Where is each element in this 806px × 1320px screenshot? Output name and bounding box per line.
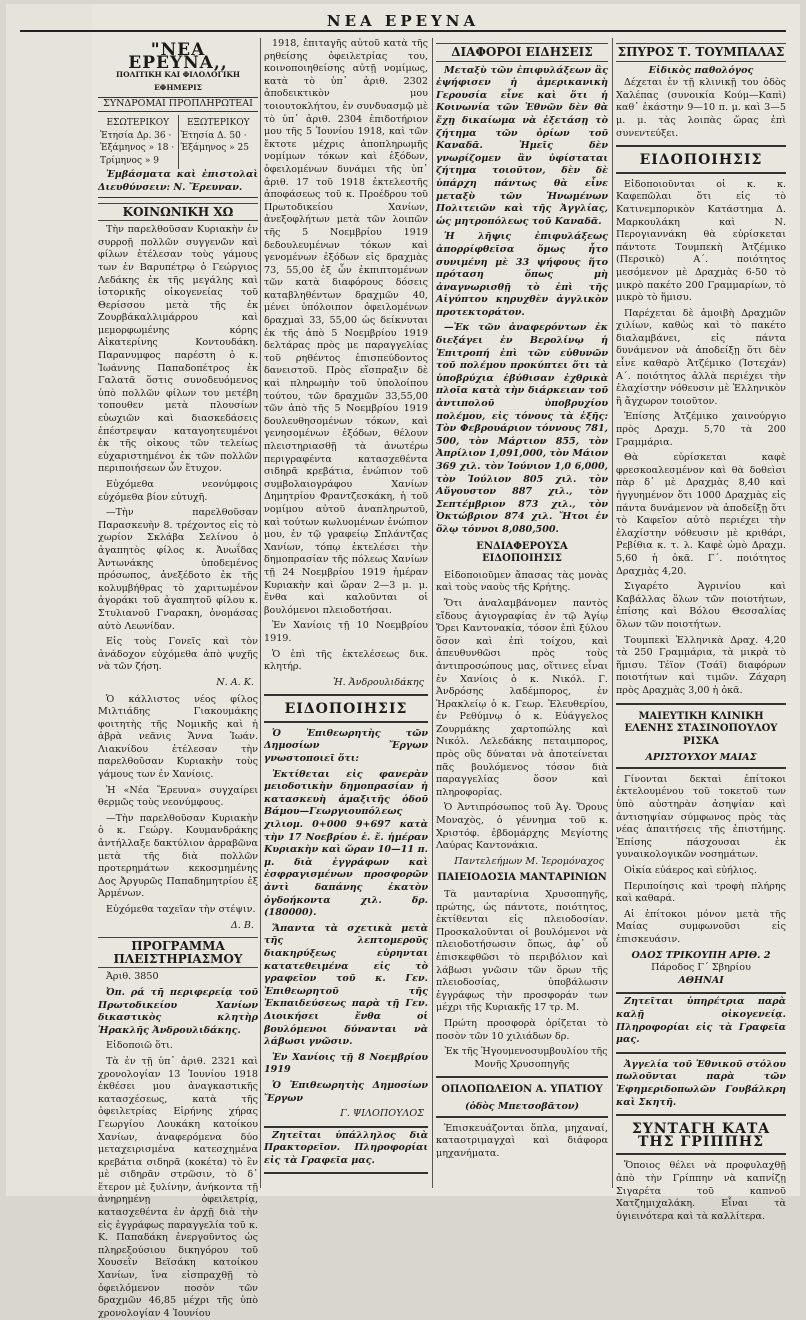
top-rule [20, 30, 786, 32]
signature: Ἡ. Ἀνδρουλιδάκης [333, 676, 424, 688]
notice-paragraph: Ἐκτίθεται εἰς φανερὰν μειοδοτικὴν δημοπρασίαν ἡ κατασκευὴ ἁμαξιτῆς ὁδοῦ Βάμου—Γεωργιουπόλεως χιλιομ. 0+000 9+697 κατὰ τὴν 17 Νοεβρίου ἐ. ἔ. ἡμέραν Κυριακὴν καὶ ὥραν 10—11 π. μ. διὰ ἐγγράφων καὶ ἐσφραγισμένων προσφορῶν ἀντὶ δαπάνης ἑκατὸν ὀγδοήκοντα χιλ. δρ. (180000). [264, 768, 428, 919]
signature: Δ. Β. [230, 919, 254, 931]
program-number: Ἀριθ. 3850 [106, 971, 159, 983]
auction-paragraph: Τὰ μανταρίνια Χρυσοπηγῆς, πρώτης, ὡς πάντοτε, ποιότητος, ἐκτίθενται εἰς πλειοδοσίαν. Προσκαλοῦνται οἱ βουλόμενοι νὰ πλειοδοτήσωσιν ὅπως, ἀφ᾽ οὗ ἐπισκεφθῶσι τὸ περιβόλιον καὶ λάβωσι γνῶσιν τῶν ὅρων τῆς πλειοδοσίας, ὑποβάλωσιν ἐγγράφως τὴν προσφοράν των μέχρι τῆς Κυριακῆς 17 τρ. Μ. [436, 889, 608, 1014]
subscriptions-heading: ΣΥΝΔΡΟΜΑΙ ΠΡΟΠΛΗΡΩΤΕΑΙ [98, 97, 258, 112]
column-4 [616, 38, 786, 1222]
clinic-paragraph: Γίνονται δεκταὶ ἐπίτοκοι ἐκτελουμένου τοῦ τοκετοῦ των ὑπὸ αὐστηρὰν ἀσηψίαν καὶ ἀντισηψίαν σύμφωνος πρὸς τὰς νέας ἀπαιτήσεις τῆς ἐπιστήμης. Ἐπίσης πάσχουσαι ἐκ γυναικολογικῶν νοσημάτων. [616, 773, 786, 861]
auction-heading: ΠΑΙΕΙΟΔΟΣΙΑ ΜΑΝΤΑΡΙΝΙΩΝ [437, 872, 607, 884]
notice-paragraph: Ὁ Ἐπιθεωρητὴς τῶν Δημοσίων Ἔργων γνωστοποιεῖ ὅτι: [264, 727, 428, 765]
clinic-paragraph: Οἰκία εὐάερος καὶ εὐήλιος. [624, 865, 757, 877]
wanted-notice: Ζητεῖται ὑπηρέτρια παρὰ καλῇ οἰκογενείᾳ. Πληροφορίαι εἰς τὰ Γραφεῖα μας. [616, 996, 786, 1046]
page-margin [6, 4, 92, 1196]
remittance-note: Ἐμβάσματα καὶ ἐπιστολαὶ Διευθύνσειν: Ν. Ἔρευναν. [98, 169, 258, 197]
clinic-city: ΑΘΗΝΑΙ [678, 974, 724, 986]
exterior-label: ΕΞΩΤΕΡΙΚΟΥ [186, 117, 250, 128]
column-divider [260, 38, 261, 1188]
column-divider [432, 38, 433, 1188]
recipe-paragraph: Ὅποιος θέλει νὰ προφυλαχθῇ ἀπὸ τὴν Γρίππην νὰ καπνίζῃ Σιγαρέτα τοῦ καπνοῦ Χατζημιχαλάκη. Εἶναι τὰ ὑγιεινότερα καὶ τὰ καλλίτερα. [616, 1160, 786, 1222]
signature: Παντελεήμων Μ. Ἱερομόναχος [454, 855, 604, 867]
notices-paragraph: Σιγαρέτο Ἀγρινίου καὶ Καβάλλας ὅλων τῶν ποιοτήτων, ἐπίσης καὶ Βόλου Θεσσαλίας ὅλων τῶν ποιοτήτων. [616, 581, 786, 630]
notice-heading: ΕΙΔΟΠΟΙΗΣΙΣ [284, 701, 408, 718]
doctor-specialty: Εἰδικὸς παθολόγος [648, 64, 754, 76]
social-paragraph: Ὁ κάλλιστος νέος φίλος Μιλτιάδης Γιακουμάκης φοιτητὴς τῆς Νομικῆς καὶ ἡ ἁβρὰ νεᾶνις Ἄννα Ἰωάν. Λιακνίδου ἐτέλεσαν τὴν παρελθοῦσαν Κυριακὴν τοὺς γάμους των ἐν Χανίοις. [98, 693, 258, 781]
clinic-paragraph: Αἱ ἐπίτοκοι μόνον μετὰ τῆς Μαίας συμφωνοῦσι εἰς ἐπισκευάσιν. [616, 908, 786, 945]
interesting-paragraph: Ὁ Ἀντιπρόσωπος τοῦ Ἁγ. Ὄρους Μοναχὸς, ὁ γέννημα τοῦ κ. Χριστόφ. ἐβδομάρχης Μεγίστης Λαύρας Καντονάκια. [436, 802, 608, 852]
shop-heading: ΟΠΛΟΠΩΛΕΙΟΝ Α. ΥΠΑΤΙΟΥ [441, 1084, 603, 1096]
signature: Γ. ΨΙΛΟΠΟΥΛΟΣ [340, 1108, 424, 1120]
social-paragraph: Εὐχόμεθα νεονύμφοις εὐχόμεθα βίον εὐτυχῆ. [98, 479, 258, 503]
social-paragraph: Ἡ «Νέα Ἔρευνα» συγχαίρει θερμῶς τοὺς νεονύμφους. [98, 784, 258, 809]
social-paragraph: —Τὴν παρελθοῦσαν Παρασκευὴν 8. τρέχοντος εἰς τὸ χωρίον Σκλάβα Σελίνου ὁ ἀγαπητὸς φίλος κ. Ἀνωΐδας Ἀντωνάκης ὑποδεμένος πρόσωπος, ἀνεξέδοτο ἐκ τῆς κολυμβήθρας τὸ χαριτωμένον ἀγοράκι τοῦ ἀγαπητοῦ φίλου κ. Στυλιανοῦ Γναρακη, ὀνομάσας αὐτὸ Λεωνίδαν. [98, 507, 258, 632]
column-divider [612, 38, 613, 1188]
notices-paragraph: Εἰδοποιοῦνται οἱ κ. κ. Καφεπῶλαι ὅτι εἰς τὸ Κατινεμπορικὸν Κατάστημα Δ. Μαρκουλάκη καὶ Ν. Περογιαννάκη θὰ εὑρίσκεται πάντοτε Τουμπεκὴ Ἀτζέμικο (Περσικὸ) Α΄. ποιότητος μεσόμενον μὲ Δραχμὰς 6-50 τὸ μικρὸ πακέτο 200 Γραμμαρίων, τὸ μικρὸ τὸ ἥμισυ. [616, 178, 786, 304]
social-heading: ΚΟΙΝΩΝΙΚΗ ΧΩ [98, 203, 258, 222]
doctor-heading: ΣΠΥΡΟΣ Τ. ΤΟΥΜΠΑΛΑΣ [616, 43, 786, 62]
news-heading: ΔΙΑΦΟΡΟΙ ΕΙΔΗΣΕΙΣ [436, 43, 608, 62]
social-paragraph: —Τὴν παρελθοῦσαν Κυριακὴν ὁ κ. Γεώργ. Κουμανδράκης ἀντήλλαξε δακτύλιον ἀρραβῶνα μετὰ τῆς διὰ πολλῶν προτερημάτων κεκοσμημένης Δος Ἀργυρῶς Παπαδημητρίου ἐξ Ἀρμένων. [98, 812, 258, 900]
notice-date: Ἐν Χανίοις τῇ 8 Νοεμβρίου 1919 [264, 1051, 428, 1076]
social-paragraph: Τὴν παρελθοῦσαν Κυριακὴν ἐν συρροῇ πολλῶν συγγενῶν καὶ φίλων ἐτέλεσαν τοὺς γάμους των ἐν Βαρυπέτρῳ ὁ Γεώργιος Λεδάκης ἐκ τῆς μεγάλης καὶ ἱστορικῆς οἰκογενείας τοῦ Θερίσσου μετὰ τῆς ἐκ Ζουρβάκαλλιμάρρου καὶ μεμορφωμένης κόρης Αἰκατερίνης Κοντουδάκη. Παρανυμφος παρέστη ὁ κ. Ἰωάννης Παπαδοπέτρος ἐκ Γαλατᾶ ὅστις συνοδευόμενος ὑπὸ πολλῶν φίλων του μετέβη τοπουθεν μετὰ πλουσίων εὐωχιῶν καὶ διασκεδάσεις ἐπέστρεψαν καταγοητευμένοι ἐκ τῆς οἰκους τῶν τελείως εὐχαριστημένοι ἐκ τῶν πολλῶν περιποιήσεων ὧν ἔτυχον. [98, 224, 258, 475]
notices-paragraph: Παρέχεται δὲ ἀμοιβὴ Δραχμῶν χιλίων, καθὼς καὶ τὸ πακέτο διαλαμβάνει, εἰς πάντα δυνάμενον νὰ ἀποδείξῃ ὅτι δὲν εἶνε καθαρὸ Ἀτζέμικο (Ἱστεχάν) Α΄. ποιότητος ἀλλὰ περιέχει τὴν ἐλαχίστην νόθευσιν μὲ Ἑλληνικὸν ἢ ἄγχωρον τοιοῦτον. [616, 307, 786, 407]
social-paragraph: Εἰς τοὺς Γονεῖς καὶ τὸν ἀνάδοχον εὐχόμεθα ἀπὸ ψυχῆς νὰ τῶν ζήση. [98, 636, 258, 673]
signature: Ν. Α. Κ. [216, 676, 254, 688]
column-2 [264, 38, 428, 1188]
shop-address: (ὁδὸς Μπετσοβᾶτον) [464, 1100, 580, 1112]
interesting-paragraph: Εἰδοποιοῦμεν ἅπασας τὰς μονὰς καὶ τοὺς ναοὺς τῆς Κρήτης. [436, 569, 608, 594]
notices-heading: ΕΙΔΟΠΟΙΗΣΙΣ [639, 152, 763, 169]
news-paragraph: Μεταξὺ τῶν ἐπιφυλάξεων ἃς ἐψήφισεν ἡ ἀμερικανικὴ Γερουσία εἶνε καὶ ὅτι ἡ Κοινωνία τῶν Ἐθνῶν δὲν θὰ ἔχῃ δικαίωμα νὰ ἐξετάσῃ τὸ ζήτημα τῶν ὁρίων τοῦ Καναδᾶ. Ἡμεῖς δὲν γνωρίζομεν ἂν ὑφίσταται ζήτημα τοιοῦτον, δὲν δὲ ὑπάρχη πάντως θὰ εἶνε μεταξὺ τῶν Ἡνωμένων Πολιτειῶν καὶ τῆς Ἀγγλίας, ὡς μητροπόλεως τοῦ Καναδᾶ. [436, 64, 608, 227]
clinic-address: ΟΔΟΣ ΤΡΙΚΟΥΠΗ ΑΡΙΘ. 2 [631, 949, 771, 961]
interesting-heading: ΕΝΔΙΑΦΕΡΟΥΣΑ ΕΙΔΟΠΟΙΗΣΙΣ [476, 540, 568, 565]
auction-paragraph: Πρώτη προσφορὰ ὁρίζεται τὸ ποσὸν τῶν 10 χιλιάδων δρ. [436, 1017, 608, 1042]
notice-paragraph: Ἅπαντα τὰ σχετικὰ μετὰ τῆς λεπτομεροῦς διακηρύξεως εὑρηνται κατατεθειμένα εἰς τὸ γραφεῖον τοῦ κ. Γεν. Ἐπιθεωρητοῦ τῆς Ἐκπαιδεύσεως παρὰ τῇ Γεν. Διοικήσει ἔνθα οἱ βουλόμενοι δύνανται νὰ λάβωσι γνῶσιν. [264, 922, 428, 1048]
notices-paragraph: Τουμπεκὶ Ἑλληνικὰ Δραχ. 4,20 τὰ 250 Γραμμάρια, τὰ μικρὰ τὸ ἥμισυ. Τέϊον (Τσάϊ) διαφόρων ποιοτήτων καὶ τιμῶν. Ζάχαρη πρὸς Δραχμὰς 3,00 ἡ ὀκᾶ. [616, 634, 786, 696]
news-paragraph: Ἡ λῆψις ἐπιφυλάξεως ἀπορρίφθεῖσα ὅμως ἦτο συνιμένη μὲ 33 ψήφους ἥτο πρόταση ὅπως μὴ ἀναγνωρισθῇ τὸ ἐπὶ τῆς Αἰγύπτου κηρυχθὲν ἀγγλικὸν προτεκτοράτον. [436, 231, 608, 318]
clinic-subheading: ΑΡΙΣΤΟΥΧΟΥ ΜΑΙΑΣ [645, 752, 757, 764]
notice-paragraph: Ὁ Ἐπιθεωρητὴς Δημοσίων Ἔργων [264, 1079, 428, 1104]
interesting-paragraph: Ὅτι ἀναλαμβάνομεν παντὸς εἴδους ἁγιογραφίας ἐν τῷ Ἁγίῳ Ὄρει Καντονακία, τόσον ἐπὶ ξύλου ὅσον καὶ ἐπὶ τοίχου, καὶ ἀπευθυνθῶσι πρὸς τοὺς ἀντιπροσώπους μας, οἵτινες εἶναι ἐν Χανίοις ὁ κ. Νικόλ. Γ. Ἀνδρόσης λαδέμπορος, ἐν Ἡρακλείῳ ὁ κ. Γεωρ. Ἐλευθερίου, ἐν Ρεθύμνῳ ὁ κ. Εὐάγγελος Ζουρμάκης χαρτοπώλης καὶ Νικόλ. Λελεδάκης πεταιμπορος, πρὸς οὓς δύναται νὰ ἀποτείνεται πᾶς βουλόμενος τόσον διὰ παραγγελίας ὅσον καὶ πληροφορίας. [436, 597, 608, 798]
interior-rates: Ἐτησία Δρ. 36 · Ἑξάμηνος » 18 · Τρίμηνος » 9 [100, 130, 175, 166]
program-continued: 1918, ἐπιταγῆς αὐτοῦ κατὰ τῆς ρηθείσης ὀφειλετρίας του, κοινοποιηθείσης αὐτῇ νομίμως, κατὰ τὸ ὑπ᾽ ἀριθ. 2302 ἀποδεικτικὸν μου τοιουτοκλήτου, ἐν συνδυασμῷ μὲ τὸ ὑπ᾽ ἀριθ. 2304 ἐπιδοτήριον μου τῆς 5 Ἰουνίου 1918, καὶ τῶν ἔκτοτε μέχρις ἀποπληρωμῆς νομίμων τόκων καὶ ἐξόδων, ὀφειλομένων δυνάμει τῆς ὑπ᾽ ἀριθ. 17 τοῦ 1918 ἐκτελεστῆς ἀποφάσεως τοῦ κ. Προέδρου τοῦ Πρωτοδικείου Χανίων, ἀνεξοφλήτων μετὰ τῶν λοιπῶν τῆς 5 Νοεμβρίου 1919 δεδουλευμένων τόκων καὶ γενομένων ἐξόδων εἰς δραχμὰς 73, 55,00 ἐξ ὧν ἐκπιπτομένων τῶν κατὰ διαφόρους δόσεις καταβληθέντων δραχμῶν 40, μένει ὑπόλοιπον ὀφειλομένων δραχμαὶ 33, 55,00 ὡς δείκνυται ἐκ τῆς ἀπὸ 5 Νοεμβρίου 1919 δελτάρας πρὸς με παραγγελίας τοῦ ρηθέντος ἐπισπεύδοντος δανειστοῦ. Πρὸς εἴσπραξιν δὲ καὶ πληρωμὴν τοῦ ὑπολοίπου τούτου, τῶν δραχμῶν 33,55,00 τῶν ἀπὸ τῆς 5 Νοεμβρίου 1919 δουλευθησομένων τόκων, καὶ γενησομένων ἐξόδων, θέλουν πλειστηριασθῇ τὰ ἀνωτέρω περιγραφέντα κατασχεθέντα σιδηρᾶ κρεβάτια, ἐνώπιον τοῦ συμβολαιογράφου Χανίων Δημητρίου Φραντζεσκάκη, ἡ τοῦ νομίμου αὐτοῦ ἀναπληρωτοῦ, καὶ τούτων κωλυομένων ἐνώπιον μου, ἐν τῷ γραφείῳ Σπλάντζας Χανίων, τόπῳ ἐκτελέσει τὴν δημοπρασίαν τῆς πόλεως Χανίων τῇ 24 Νοεμβρίου 1919 ἡμέραν Κυριακὴν καὶ ὥραν 2—3 μ. μ. ἔνθα καὶ καλοῦνται οἱ βουλόμενοι πλειοδοτήσαι. [264, 38, 428, 616]
fleet-notice: Ἀγγελία τοῦ Ἐθνικοῦ στόλου πωλοῦνται παρὰ τῶν Ἐφημεριδοπωλῶν Γουβάλκρη καὶ Σκητῆ. [616, 1058, 786, 1108]
subscription-rates [98, 115, 258, 169]
column-1 [98, 38, 258, 1319]
wanted-notice: Ζητεῖται ὑπάλληλος διὰ Πρακτορεῖον. Πληροφορίαι εἰς τὰ Γραφεῖα μας. [264, 1129, 428, 1166]
program-heading: ΠΡΟΓΡΑΜΜΑ ΠΛΕΙΣΤΗΡΙΑΣΜΟΥ [98, 937, 258, 968]
news-paragraph: —Ἐκ τῶν ἀναφερόντων ἐκ διεξάγει ἐν Βερολίνῳ ἡ Ἐπιτροπή ἐπὶ τῶν εὐθυνῶν τοῦ πολέμου προκύπτει ὅτι τὰ ὑποβρύχια ἐβύθισαν ἐχθρικὰ πλοῖα κατὰ τὴν διάρκειαν τοῦ ἀντιπολοῦ ὑποβρυχίου πολέμου, εἰς τόνους τὰ ἐξῆς: Τὸν Φεβρουάριον τόννους 781, 500, τὸν Μάρτιον 855, τὸν Ἀπρίλιον 1,091,000, τὸν Μάιον 369 χιλ. τὸν Ἰούνιον 1,0 6,000, τὸν Ἰούλιον 805 χιλ. τὸν Αὔγουστον 887 χιλ., τὸν Σεπτέμβριον 873 χιλ., τὸν Ὀκτώβριον 874 χιλ. Ἤτοι ἐν ὅλῳ τόννοι 8,080,500. [436, 322, 608, 535]
program-paragraph: Εἰδοποιῶ ὅτι. [106, 1040, 173, 1052]
interior-label: ΕΣΩΤΕΡΙΚΟΥ [106, 117, 170, 128]
clinic-paragraph: Περιποίησις καὶ τροφὴ πλήρης καὶ καθαρά. [616, 880, 786, 905]
program-title: Ὀπ. ρά τῆ περιφερείᾳ τοῦ Πρωτοδικείου Χανίων δικαστικὸς κλητὴρ Ἡρακλῆς Ἀνδρουλιδάκης. [98, 986, 258, 1036]
newspaper-page [6, 4, 800, 1319]
exterior-rates: Ἐτησία Δ. 50 · Ἑξάμηνος » 25 [180, 130, 249, 154]
program-bailiff: Ὁ ἐπὶ τῆς ἐκτελέσεως δικ. κλητήρ. [264, 648, 428, 673]
notices-paragraph: Θὰ εὑρίσκεται καφὲ φρεσκοαλεσμένον καὶ θὰ δοθεὶσι πὰρ δ᾽ μὲ Δραχμὰς 8,40 καὶ ἠγγυημένον ὅτι 1000 Δραχμὰς εἰς πάντα δυνάμενον νὰ ἀποδείξῃ ὅτι τὸ Καφεῖον αὐτὸ περιέχει τὴν ἐλαχίστην νόθευσιν μὲ κριθάρι, Ρεβίθια κ. τ. λ. Καφὲ ὠμὸ Δραχμ. 5,60 ἡ ὀκᾶ. Γ΄. ποιότητος Δραχμὰς 4,20. [616, 452, 786, 577]
program-paragraph: Τὰ ἐν τῇ ὑπ᾽ ἀριθ. 2321 καὶ χρονολογίαν 13 Ἰουνίου 1918 ἐκθέσει μου ἀναγκαστικῆς κατασχέσεως, κατὰ τῆς ὀφειλετρίας Εἰρήνης χήρας Γεωργίου Λουκάκη κατοίκου Χανίων, ἀναφερόμενα δύο μεταχειρισμένα κατεσχημένα κρεβάτια σιδηρᾶ (κοκέτα) τὸ ἓν μὲ σιδηρᾶν στρῶσιν, τὸ δ᾽ ἕτερον μὲ ξυλίνην, ἀνήκοντα τῇ ἀνηρημένῃ ὀφειλετρίᾳ, κατασχεθέντα ἐν ἀρχῇ διὰ τὴν εἰς ἐγγράφως παραγγελία τοῦ κ. Κ. Παπαδάκη ἐνεργοῦντος ὡς πληρεξούσιου δικηγόρου τοῦ Χουσεῒν Βεϊσάκη κατοίκου Χανίων, ἵνα εἰσπραχθῇ τὸ ὀφειλόμενον ποσὸν τῶν δραχμῶν 46,85 μέχρι τῆς ὑπὸ χρονολογίαν 4 Ἰουνίου [98, 1055, 258, 1319]
doctor-paragraph: Δέχεται ἐν τῇ κλινικῇ του ὁδὸς Χαλέπας (συνοικία Κούμ—Καπὶ) καθ᾽ ἑκάστην 9—10 π. μ. καὶ 3—5 μ. μ. τὰς λοιπὰς ὥρας ἐπὶ συνεντεύξει. [616, 77, 786, 139]
shop-paragraph: Ἐπισκευάζονται ὅπλα, μηχαναί, καταοτριμαγχαὶ καὶ διάφορα μηχανήματα. [436, 1122, 608, 1159]
social-paragraph: Εὐχόμεθα ταχεῖαν τὴν στέψιν. [106, 904, 256, 915]
column-3 [436, 38, 608, 1188]
masthead-subtitle: ΠΟΛΙΤΙΚΗ ΚΑΙ ΦΙΛΟΛΟΓΙΚΗ ΕΦΗΜΕΡΙΣ [116, 70, 240, 92]
clinic-heading: ΜΑΙΕΥΤΙΚΗ ΚΛΙΝΙΚΗ ΕΛΕΝΗΣ ΣΤΑΣΙΝΟΠΟΥΛΟΥ ΡΙΣΚΑ [624, 710, 778, 747]
masthead-title: "ΝΕΑ ΕΡΕΥΝΑ,, [128, 40, 228, 73]
program-date: Ἐν Χανίοις τῇ 10 Νοεμβρίου 1919. [264, 620, 428, 644]
auction-paragraph: Ἐκ τῆς Ἡγουμενοσυμβουλίου τῆς Μονῆς Χρυσοπηγῆς [444, 1046, 608, 1070]
running-head: ΝΕΑ ΕΡΕΥΝΑ [326, 12, 480, 30]
recipe-heading: ΣΥΝΤΑΓΗ ΚΑΤΑ ΤΗΣ ΓΡΙΠΠΗΣ [631, 1121, 771, 1150]
notices-paragraph: Ἐπίσης Ἀτζέμικο χαινούργιο πρὸς Δραχμ. 5,70 τὰ 200 Γραμμάρια. [616, 411, 786, 448]
clinic-address-2: Πάροδος Γ΄ Σβηρίου [651, 962, 751, 974]
